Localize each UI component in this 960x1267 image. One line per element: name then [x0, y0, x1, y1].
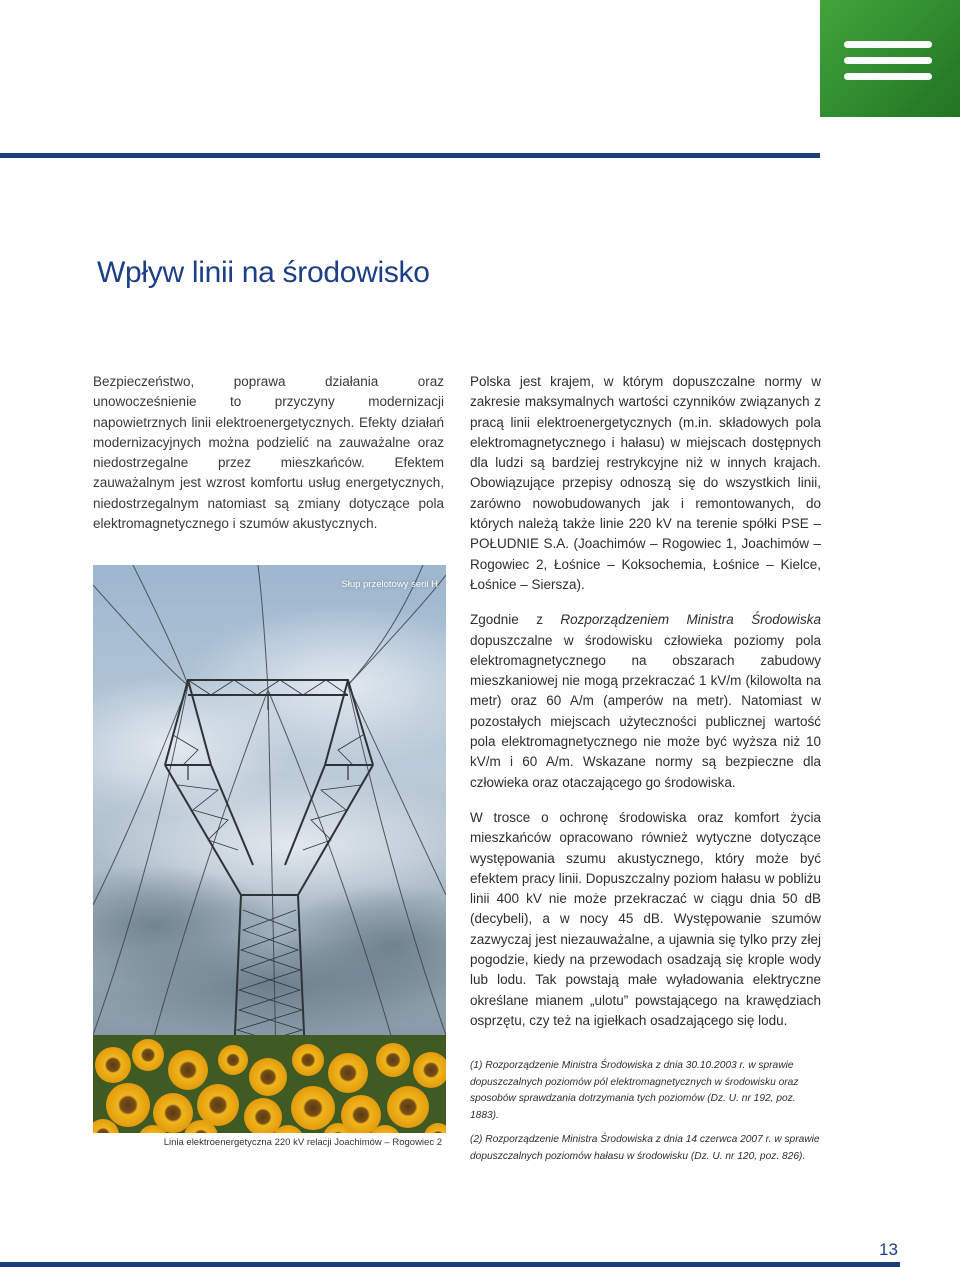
regulation-paragraph — [470, 610, 821, 793]
menu-bar — [844, 73, 932, 80]
regulation-text: dopuszczalne w środowisku człowieka poziomy pola elektromagnetycznego na obszarach zabudowy mieszkaniowej nie mogą przekraczać 1 kV/m (kilowolta na metr) oraz 60 A/m (amperów na metr). Natomiast w pozostałych miejscach użyteczności publicznej wartość pola elektromagnetycznego nie może być wyższa niż 10 kV/m i 60 A/m. Wskazane normy są bezpieczne dla człowieka oraz otaczającego go środowiska. — [470, 632, 821, 790]
menu-bar — [844, 41, 932, 48]
left-column — [93, 372, 444, 534]
footer-rule — [0, 1262, 900, 1267]
footnote-1: (1) Rozporządzenie Ministra Środowiska z dnia 30.10.2003 r. w sprawie dopuszczalnych poziomów pól elektromagnetycznych w środowisku oraz sposobów sprawdzania dotrzymania tych poziomów (Dz. U. nr 192, poz. 1883). — [470, 1060, 799, 1121]
regulation-prefix: Zgodnie z — [470, 612, 561, 628]
tower-illustration — [93, 565, 446, 1153]
menu-bar — [844, 57, 932, 64]
footnotes — [470, 1058, 825, 1173]
page-title: Wpływ linii na środowisko — [97, 256, 430, 289]
norms-paragraph: Polska jest krajem, w którym dopuszczalne normy w zakresie maksymalnych wartości czynników związanych z pracą linii elektroenergetycznych (m.in. składowych pola elektromagnetycznego i hałasu) w miejscach dostępnych dla ludzi są bardziej restrykcyjne niż w innych krajach. Obowiązujące przepisy odnoszą się do wszystkich linii, zarówno nowobudowanych jak i remontowanych, do których należą także linie 220 kV na terenie spółki PSE – POŁUDNIE S.A. (Joachimów – Rogowiec 1, Joachimów – Rogowiec 2, Łośnice – Koksochemia, Łośnice – Kielce, Łośnice – Siersza). — [470, 374, 821, 592]
footnote-2: (2) Rozporządzenie Ministra Środowiska z dnia 14 czerwca 2007 r. w sprawie dopuszczalnych poziomów hałasu w środowisku (Dz. U. nr 120, poz. 826). — [470, 1134, 820, 1162]
photo-caption-tower: Słup przelotowy serii H — [341, 579, 438, 590]
intro-paragraph: Bezpieczeństwo, poprawa działania oraz unowocześnienie to przyczyny modernizacji napowietrznych linii elektroenergetycznych. Efekty działań modernizacyjnych można podzielić na zauważalne oraz niedostrzegalne przez mieszkańców. Efektem zauważalnym jest wzrost komfortu usług energetycznych, niedostrzegalnym natomiast są zmiany dotyczące pola elektromagnetycznego i szumów akustycznych. — [93, 374, 444, 532]
page-number: 13 — [879, 1240, 898, 1259]
noise-paragraph: W trosce o ochronę środowiska oraz komfort życia mieszkańców opracowano również wytyczne dotyczące występowania szumu akustycznego, który może być efektem pracy linii. Dopuszczalny poziom hałasu w pobliżu linii 400 kV nie może przekraczać w ciągu dnia 50 dB (decybeli), a w nocy 45 dB. Występowanie szumów zazwyczaj jest niezauważalne, a ujawnia się tylko przy złej pogodzie, kiedy na przewodach osadzają się krople wody lub lodu. Tak powstają małe wyładowania elektryczne określane mianem „ulotu” powstającego na krawędziach osprzętu, czy też na igiełkach osadzającego się lodu. — [470, 809, 821, 1028]
header-rule — [0, 153, 820, 158]
tower-photo — [93, 565, 446, 1153]
right-column — [470, 372, 821, 1046]
regulation-title: Rozporządzeniem Ministra Środowiska — [560, 612, 821, 628]
photo-caption-line: Linia elektroenergetyczna 220 kV relacji Joachimów – Rogowiec 2 — [93, 1133, 446, 1153]
menu-icon[interactable] — [820, 0, 960, 117]
